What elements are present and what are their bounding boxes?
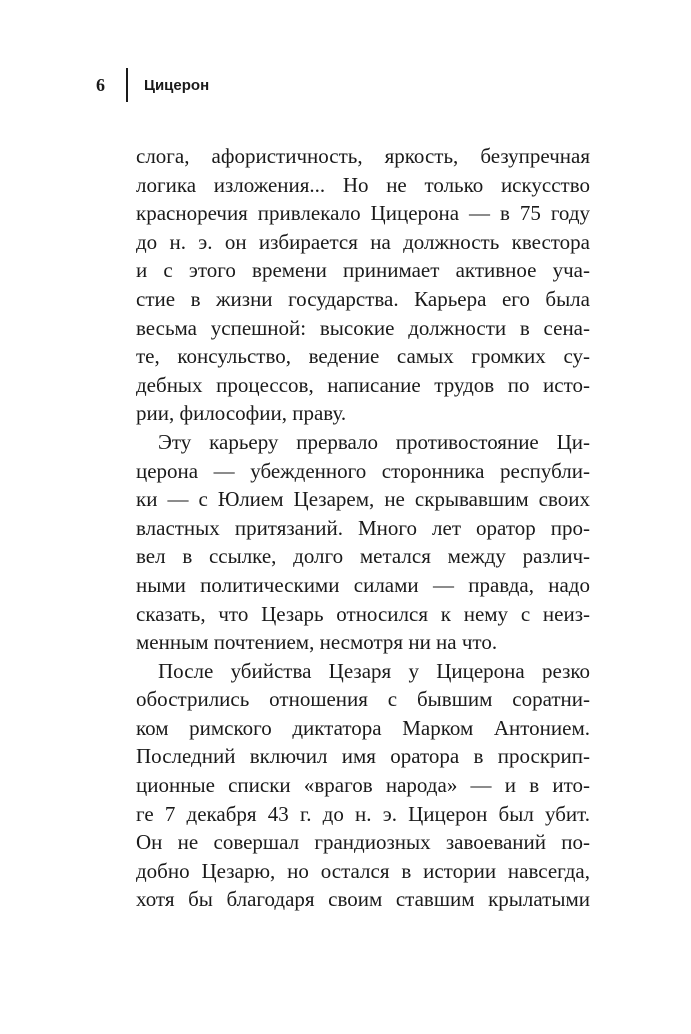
text-line: стие в жизни государства. Карьера его была	[136, 286, 590, 311]
text-line: ционные списки «врагов народа» — и в ито-	[136, 773, 590, 798]
text-line: ком римского диктатора Марком Антонием.	[136, 715, 590, 740]
text-line: ными политическими силами — правда, надо	[136, 572, 590, 597]
text-line: ки — с Юлием Цезарем, не скрывавшим своих	[136, 487, 590, 512]
page-number: 6	[96, 74, 105, 95]
body-text	[136, 142, 590, 914]
text-line: церона — убежденного сторонника республи-	[136, 458, 590, 483]
text-line: властных притязаний. Много лет оратор про-	[136, 515, 590, 540]
text-line: до н. э. он избирается на должность квестора	[136, 229, 590, 254]
running-head	[96, 68, 209, 102]
text-line: Эту карьеру прервало противостояние Ци-	[158, 429, 590, 454]
text-line: весьма успешной: высокие должности в сена-	[136, 315, 590, 340]
paragraph	[136, 657, 590, 914]
paragraph	[136, 428, 590, 657]
text-line: хотя бы благодаря своим ставшим крылатыми	[136, 887, 590, 912]
text-line: сказать, что Цезарь относился к нему с неиз-	[136, 601, 590, 626]
text-line: Последний включил имя оратора в проскрип-	[136, 744, 590, 769]
text-line: вел в ссылке, долго метался между различ-	[136, 544, 590, 569]
paragraph	[136, 142, 590, 428]
text-line: дебных процессов, написание трудов по исто-	[136, 372, 590, 397]
header-divider	[126, 68, 128, 102]
text-line: Он не совершал грандиозных завоеваний по-	[136, 830, 590, 855]
text-line: добно Цезарю, но остался в истории навсегда,	[136, 858, 590, 883]
text-line: и с этого времени принимает активное уча-	[136, 258, 590, 283]
text-line: слога, афористичность, яркость, безупречная	[136, 144, 590, 168]
text-line: менным почтением, несмотря ни на что.	[136, 630, 498, 655]
text-line: логика изложения... Но не только искусство	[136, 172, 590, 197]
text-line: обострились отношения с бывшим соратни-	[136, 687, 590, 712]
text-line: красноречия привлекало Цицерона — в 75 году	[136, 201, 590, 226]
text-line: те, консульство, ведение самых громких су-	[136, 344, 590, 369]
chapter-title: Цицерон	[144, 76, 210, 94]
text-line: рии, философии, праву.	[136, 401, 347, 426]
text-line: После убийства Цезаря у Цицерона резко	[158, 658, 590, 683]
text-line: ге 7 декабря 43 г. до н. э. Цицерон был убит.	[136, 801, 590, 826]
